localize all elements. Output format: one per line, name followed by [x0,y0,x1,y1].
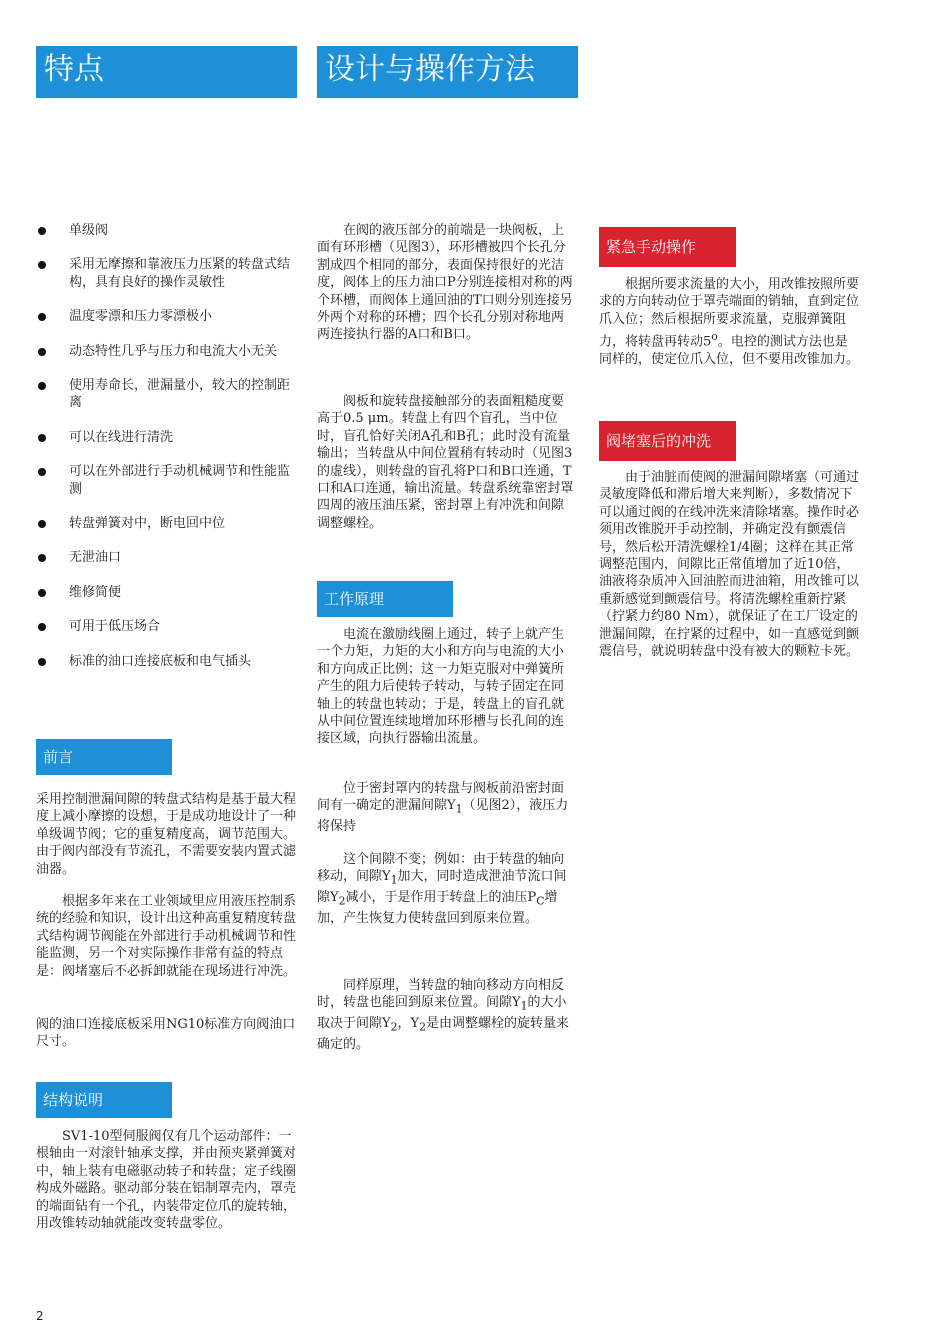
bullet-icon [38,434,46,442]
list-item [36,515,294,532]
text-run: 这个间隙不变；例如：由于转盘的轴向移动，间隙Y [317,852,565,885]
bullet-icon [38,554,46,562]
list-item [36,584,294,601]
subscript: 1 [520,1000,528,1013]
principle-paragraph-3 [317,851,576,928]
preface-paragraph-1: 采用控制泄漏间隙的转盘式结构是基于最大程度上减小摩擦的设想，于是成功地设计了一种单级调节阀；它的重复精度高，调节范围大。由于阀内部没有节流孔，不需要安装内置式滤油器。 [36,792,297,877]
subscript: C [536,895,545,908]
bullet-icon [38,261,46,269]
structure-header: 结构说明 [36,1082,172,1118]
features-header: 特点 [36,46,297,98]
list-item [36,308,294,325]
features-list [36,222,294,670]
feature-text: 转盘弹簧对中，断电回中位 [69,516,226,532]
bullet-icon [38,382,46,390]
text-run: 增加，产生恢复力使转盘回到原来位置。 [317,890,558,927]
text-run: 加大，同时造成泄油节流口间隙Y [317,869,567,906]
text-run: ，Y [397,1016,420,1032]
page-number: 2 [36,1309,44,1323]
feature-text: 可以在线进行清洗 [69,429,174,445]
feature-text: 可以在外部进行手动机械调节和性能监测 [69,464,291,497]
list-item [36,653,294,670]
bullet-icon [38,313,46,321]
feature-text: 使用寿命长，泄漏量小，较大的控制距离 [69,378,291,411]
feature-text: 可用于低压场合 [69,619,161,635]
bullet-icon [38,348,46,356]
bullet-icon [38,658,46,666]
feature-text: 温度零漂和压力零漂极小 [69,309,213,325]
feature-text: 维修简便 [69,584,122,600]
feature-text: 标准的油口连接底板和电气插头 [69,653,252,669]
list-item [36,343,294,360]
list-item [36,618,294,635]
design-header: 设计与操作方法 [317,46,578,98]
list-item [36,463,294,498]
preface-paragraph-2: 根据多年来在工业领域里应用液压控制系统的经验和知识，设计出这种高重复精度转盘式结构调节阀能在外部进行手动机械调节和性能监测，另一个对实际操作非常有益的特点是：阀堵塞后不必拆卸就能在现场进行冲洗。 [36,894,297,979]
list-item [36,549,294,566]
bullet-icon [38,589,46,597]
text-run: 是由调整螺栓的旋转量来确定的。 [317,1016,569,1053]
preface-header: 前言 [36,739,172,775]
subscript: 1 [390,874,398,887]
subscript: 2 [419,1021,426,1034]
feature-text: 单级阀 [69,223,109,238]
list-item [36,256,294,291]
text-run: 同样原理，当转盘的轴向移动方向相反时，转盘也能回到原来位置。间隙Y [317,978,565,1011]
subscript: 2 [390,1021,398,1034]
flush-paragraph: 由于油脏而使阀的泄漏间隙堵塞（可通过灵敏度降低和滞后增大来判断），多数情况下可以通过阀的在线冲洗来清除堵塞。操作时必须用改锥脱开手动控制，并确定没有颤震信号，然后松开清洗螺栓1/4圈；这样在其正常调整范围内，间隙比正常值增加了近10倍，油液将杂质冲入回油腔而进油箱，用改锥可以重新感觉到颤震信号。将清洗螺栓重新拧紧（拧紧力约80 Nm），就保证了在工厂设定的泄漏间隙，在拧紧的过程中，如一直感觉到颤震信号，就说明转盘中没有被大的颗粒卡死。 [599,470,860,660]
principle-paragraph-2 [317,780,576,836]
feature-text: 无泄油口 [69,550,122,566]
structure-paragraph: SV1-10型伺服阀仅有几个运动部件：一根轴由一对滚针轴承支撑，并由预夹紧弹簧对中，轴上装有电磁驱动转子和转盘；定子线圈构成外磁路。驱动部分装在铝制罩壳内，罩壳的端面钻有一个孔，内装带定位爪的旋转轴，用改锥转动轴就能改变转盘零位。 [36,1129,297,1232]
list-item [36,377,294,412]
text-run: 。电控的测试方法也是同样的，使定位爪入位，但不要用改锥加力。 [599,334,860,367]
design-paragraph-2: 阀板和旋转盘接触部分的表面粗糙度要高于0.5 μm。转盘上有四个盲孔，当中位时，盲孔恰好关闭A孔和B孔；此时没有流量输出；当转盘从中间位置稍有转动时（见图3的虚线），则转盘的盲孔将P口和B口连通，T口和A口连通，输出流量。转盘系统靠密封罩四周的液压油压紧，密封罩上有冲洗和间隙调整螺栓。 [317,394,574,531]
preface-paragraph-3: 阀的油口连接底板采用NG10标准方向阀油口尺寸。 [36,1017,296,1050]
text-run: 位于密封罩内的转盘与阀板前沿密封面间有一确定的泄漏间隙Y [317,781,565,814]
text-run: （见图2），液压力将保持 [317,798,569,835]
text-run: 根据所要求流量的大小，用改锥按照所要求的方向转动位于罩壳端面的销轴，直到定位爪入位；然后根据所要求流量，克服弹簧阻力，将转盘再转动5 [599,277,860,350]
text-run: 的大小取决于间隙Y [317,995,567,1032]
list-item [36,429,294,446]
principle-paragraph-4 [317,977,576,1054]
subscript: 1 [455,803,463,816]
subscript: 2 [338,895,346,908]
bullet-icon [38,227,46,235]
feature-text: 采用无摩擦和靠液压力压紧的转盘式结构，具有良好的操作灵敏性 [69,257,291,290]
bullet-icon [38,468,46,476]
text-run: 减小，于是作用于转盘上的油压P [345,890,537,906]
principle-header: 工作原理 [317,581,453,617]
bullet-icon [38,623,46,631]
emergency-paragraph [599,276,859,368]
principle-paragraph-1: 电流在激励线圈上通过，转子上就产生一个力矩，力矩的大小和方向与电流的大小和方向成正比例；这一力矩克服对中弹簧所产生的阻力后使转子转动，与转子固定在同轴上的转盘也转动；于是，转盘上的盲孔就从中间位置连续地增加环形槽与长孔间的连接区域，向执行器输出流量。 [317,627,565,747]
feature-text: 动态特性几乎与压力和电流大小无关 [69,343,278,359]
emergency-header: 紧急手动操作 [599,227,736,267]
bullet-icon [38,520,46,528]
superscript: o [711,330,718,344]
flush-header: 阀堵塞后的冲洗 [599,421,736,461]
design-paragraph-1: 在阀的液压部分的前端是一块阀板，上面有环形槽（见图3），环形槽被四个长孔分割成四个相同的部分，表面保持很好的光洁度，阀体上的压力油口P分别连接相对称的两个环槽，而阀体上通回油的T口则分别连接另外两个对称的环槽；四个长孔分别对称地两两连接执行器的A口和B口。 [317,223,573,343]
list-item [36,222,294,239]
